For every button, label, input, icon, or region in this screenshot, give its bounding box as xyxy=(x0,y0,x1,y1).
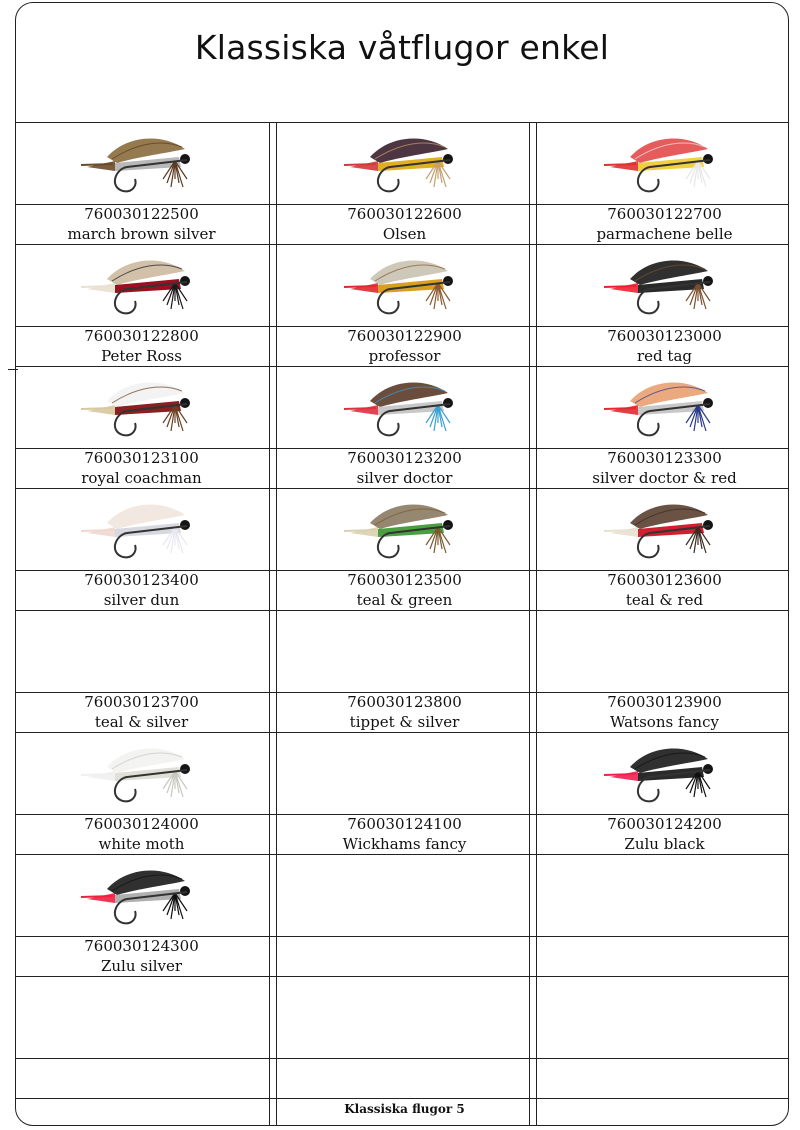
row-divider xyxy=(15,244,789,245)
fly-peter-ross-icon xyxy=(67,249,217,321)
fly-name: Zulu silver xyxy=(100,957,183,975)
fly-name: parmachene belle xyxy=(596,225,733,243)
fly-teal-red-icon xyxy=(590,493,740,565)
fly-image xyxy=(538,734,791,812)
row-divider xyxy=(15,610,789,611)
fly-image xyxy=(538,612,791,690)
row-divider xyxy=(15,488,789,489)
product-code: 760030122700 xyxy=(607,205,722,223)
fly-name: red tag xyxy=(637,347,692,365)
product-code: 760030124000 xyxy=(84,815,199,833)
fly-name: Zulu black xyxy=(624,835,705,853)
column-divider xyxy=(536,122,537,1126)
fly-image xyxy=(278,612,531,690)
fly-zulu-silver-icon xyxy=(67,859,217,931)
fly-image xyxy=(278,368,531,446)
fly-name: Olsen xyxy=(382,225,427,243)
fly-name: royal coachman xyxy=(81,469,202,487)
fly-name: teal & green xyxy=(356,591,453,609)
fly-image xyxy=(15,368,268,446)
fly-red-tag-icon xyxy=(590,249,740,321)
fly-name: Watsons fancy xyxy=(610,713,719,731)
fly-teal-green-icon xyxy=(330,493,480,565)
fly-name: silver dun xyxy=(103,591,180,609)
fly-zulu-black-icon xyxy=(590,737,740,809)
row-divider xyxy=(15,1058,789,1059)
fly-silver-doctor-red-icon xyxy=(590,371,740,443)
row-divider xyxy=(15,122,789,123)
product-code: 760030124300 xyxy=(84,937,199,955)
fly-name: white moth xyxy=(98,835,185,853)
fly-image xyxy=(15,490,268,568)
fly-image xyxy=(538,246,791,324)
row-divider xyxy=(15,854,789,855)
column-divider xyxy=(269,122,270,1126)
fly-image xyxy=(15,734,268,812)
fly-image xyxy=(278,246,531,324)
fly-silver-doctor-icon xyxy=(330,371,480,443)
fly-image xyxy=(278,734,531,812)
row-divider xyxy=(15,976,789,977)
fly-image xyxy=(15,856,268,934)
fly-professor-icon xyxy=(330,249,480,321)
product-code: 760030123300 xyxy=(607,449,722,467)
product-code: 760030123100 xyxy=(84,449,199,467)
fly-name: march brown silver xyxy=(67,225,216,243)
fly-olsen-icon xyxy=(330,127,480,199)
fly-name: tippet & silver xyxy=(349,713,460,731)
product-code: 760030123600 xyxy=(607,571,722,589)
fly-name: professor xyxy=(368,347,441,365)
fly-name: teal & red xyxy=(625,591,704,609)
product-code: 760030123700 xyxy=(84,693,199,711)
row-divider xyxy=(15,366,789,367)
fly-image xyxy=(538,124,791,202)
fly-image xyxy=(278,490,531,568)
fly-name: silver doctor xyxy=(356,469,453,487)
fly-march-brown-silver-icon xyxy=(67,127,217,199)
fly-image xyxy=(15,124,268,202)
product-code: 760030124100 xyxy=(347,815,462,833)
fly-image xyxy=(15,612,268,690)
fly-name: teal & silver xyxy=(94,713,189,731)
product-code: 760030123200 xyxy=(347,449,462,467)
fly-image xyxy=(538,368,791,446)
row-divider xyxy=(15,732,789,733)
page-title: Klassiska våtflugor enkel xyxy=(194,28,610,67)
fly-name: Wickhams fancy xyxy=(342,835,467,853)
column-divider xyxy=(276,122,277,1126)
product-code: 760030123500 xyxy=(347,571,462,589)
fly-name: silver doctor & red xyxy=(592,469,737,487)
row-divider xyxy=(15,1098,789,1099)
product-code: 760030122900 xyxy=(347,327,462,345)
fly-image xyxy=(15,246,268,324)
fly-image xyxy=(538,490,791,568)
fly-parmachene-belle-icon xyxy=(590,127,740,199)
fly-white-moth-icon xyxy=(67,737,217,809)
fly-name: Peter Ross xyxy=(101,347,182,365)
product-code: 760030123900 xyxy=(607,693,722,711)
product-code: 760030123400 xyxy=(84,571,199,589)
fly-image xyxy=(278,124,531,202)
product-code: 760030124200 xyxy=(607,815,722,833)
product-code: 760030122800 xyxy=(84,327,199,345)
product-code: 760030122600 xyxy=(347,205,462,223)
product-code: 760030123000 xyxy=(607,327,722,345)
product-code: 760030123800 xyxy=(347,693,462,711)
product-code: 760030122500 xyxy=(84,205,199,223)
fly-royal-coachman-icon xyxy=(67,371,217,443)
page-footer: Klassiska flugor 5 xyxy=(344,1102,465,1116)
fly-silver-dun-icon xyxy=(67,493,217,565)
